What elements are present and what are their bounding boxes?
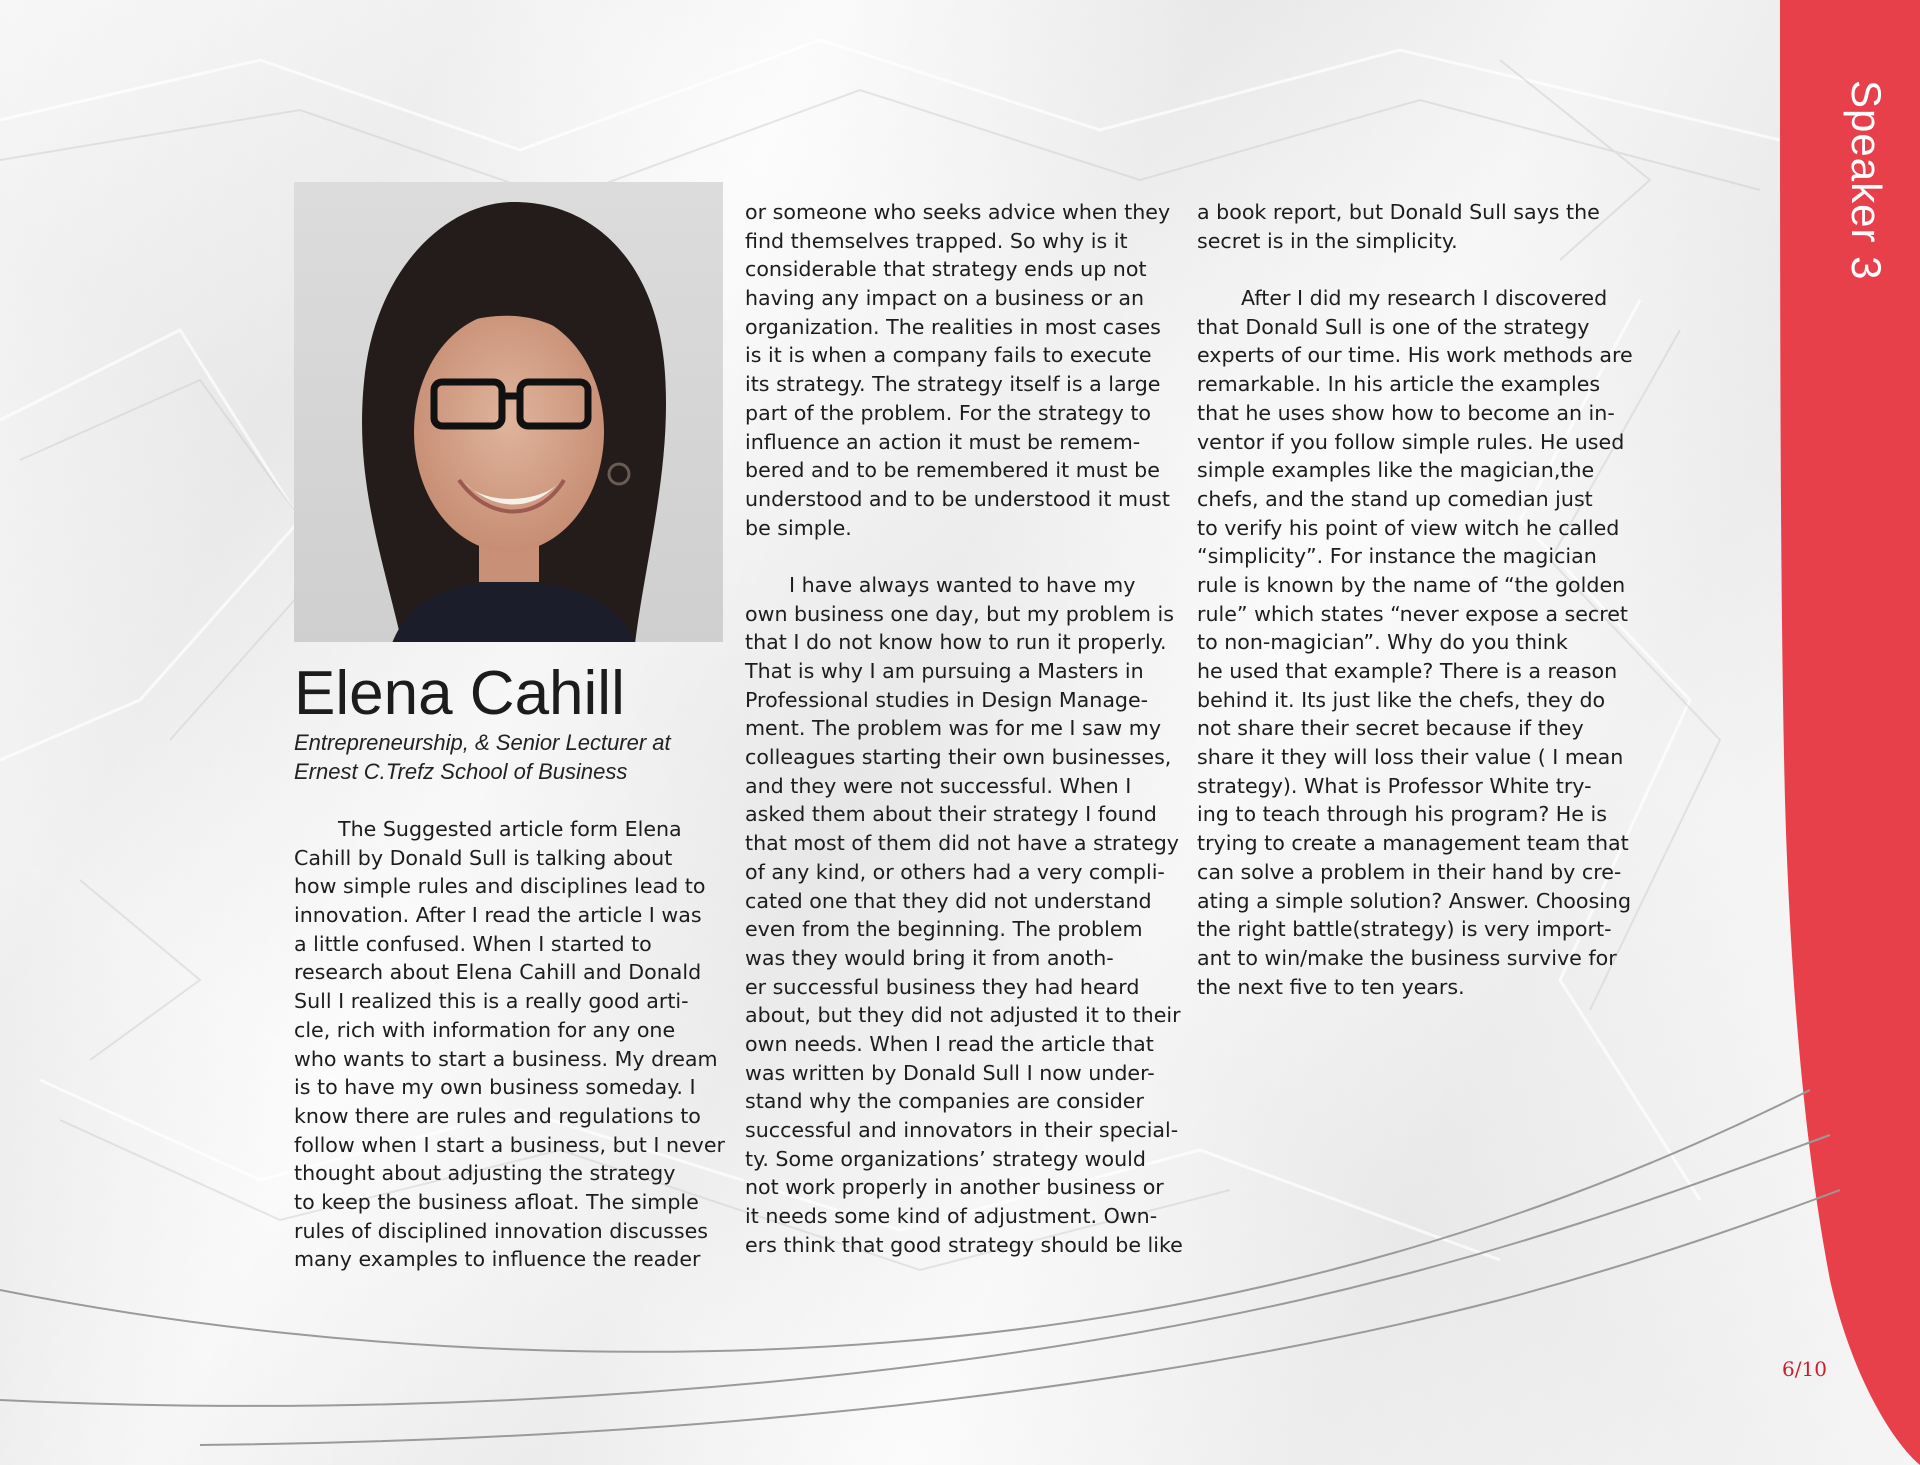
speaker-portrait [294,182,723,642]
article-line: that Donald Sull is one of the strategy [1197,314,1590,339]
article-line: chefs, and the stand up comedian just [1197,486,1593,511]
article-line: can solve a problem in their hand by cre- [1197,859,1622,884]
article-line: follow when I start a business, but I never [294,1132,726,1157]
article-line: how simple rules and disciplines lead to [294,874,706,899]
article-line: I have always wanted to have my [789,572,1136,597]
article-line: understood and to be understood it must [745,486,1170,511]
article-line: rule” which states “never expose a secret [1197,601,1629,626]
article-line: ant to win/make the business survive for [1197,945,1617,970]
article-line: considerable that strategy ends up not [745,257,1147,282]
article-line: innovation. After I read the article I was [294,903,702,928]
article-line: share it they will loss their value ( I mean [1197,745,1624,770]
article-line: to keep the business afloat. The simple [294,1189,699,1214]
article-line: not work properly in another business or [745,1175,1164,1200]
article-line: is to have my own business someday. I [294,1075,696,1100]
article-line: not share their secret because if they [1197,716,1584,741]
article-line: ty. Some organizations’ strategy would [745,1146,1146,1171]
article-line: was they would bring it from anoth- [745,945,1114,970]
article-line: the right battle(strategy) is very import- [1197,917,1612,942]
article-line: The Suggested article form Elena [338,817,682,841]
article-line: strategy). What is Professor White try- [1197,773,1592,798]
article-line: it needs some kind of adjustment. Own- [745,1204,1158,1229]
article-line: ment. The problem was for me I saw my [745,716,1162,741]
subtitle-line: Entrepreneurship, & Senior Lecturer at [294,730,671,755]
article-line: know there are rules and regulations to [294,1103,701,1128]
article-line: behind it. Its just like the chefs, they do [1197,687,1606,712]
article-line: rules of disciplined innovation discusses [294,1218,708,1243]
article-line: Sull I realized this is a really good arti- [294,989,689,1014]
article-line: to non-magician”. Why do you think [1197,630,1568,655]
article-line: that most of them did not have a strategy [745,831,1179,856]
article-line: Cahill by Donald Sull is talking about [294,845,673,870]
article-line: about, but they did not adjusted it to their [745,1003,1181,1028]
article-line: experts of our time. His work methods are [1197,343,1633,368]
article-line: thought about adjusting the strategy [294,1161,676,1186]
article-line: and they were not successful. When I [745,773,1132,798]
article-line: That is why I am pursuing a Masters in [745,659,1144,683]
article-line: a little confused. When I started to [294,931,652,956]
speaker-subtitle [294,728,744,786]
article-line: bered and to be remembered it must be [745,458,1160,483]
article-column-3 [1197,198,1637,1001]
paragraph-gap [1197,255,1637,284]
article-line: stand why the companies are consider [745,1089,1144,1114]
article-line: organization. The realities in most cases [745,314,1161,339]
article-column-1 [294,815,734,1274]
article-line: part of the problem. For the strategy to [745,400,1152,425]
article-line: even from the beginning. The problem [745,917,1143,942]
article-line: er successful business they had heard [745,974,1140,999]
article-line: cle, rich with information for any one [294,1017,676,1042]
article-line: cated one that they did not understand [745,888,1152,913]
article-line: simple examples like the magician,the [1197,458,1595,483]
article-line: asked them about their strategy I found [745,802,1157,827]
article-line: own business one day, but my problem is [745,601,1174,626]
article-line: a book report, but Donald Sull says the [1197,200,1600,224]
article-line: of any kind, or others had a very compli- [745,859,1165,884]
speaker-section-label: Speaker 3 [1843,80,1890,281]
article-line: influence an action it must be remem- [745,429,1141,454]
article-line: is it is when a company fails to execute [745,343,1152,368]
article-line: to verify his point of view witch he called [1197,515,1620,540]
subtitle-line: Ernest C.Trefz School of Business [294,759,628,784]
article-line: trying to create a management team that [1197,831,1629,856]
article-line: ing to teach through his program? He is [1197,802,1607,827]
article-line: rule is known by the name of “the golden [1197,572,1626,597]
article-line: or someone who seeks advice when they [745,200,1171,224]
article-line: remarkable. In his article the examples [1197,372,1601,397]
article-line: “simplicity”. For instance the magician [1197,544,1597,569]
article-line: who wants to start a business. My dream [294,1046,718,1071]
article-line: find themselves trapped. So why is it [745,228,1128,253]
paragraph-gap [745,542,1185,571]
article-line: that he uses show how to become an in- [1197,400,1615,425]
article-line: ers think that good strategy should be like [745,1232,1183,1257]
article-line: the next five to ten years. [1197,974,1465,999]
article-line: Professional studies in Design Manage- [745,687,1149,712]
speaker-photo [294,182,723,642]
article-line: ventor if you follow simple rules. He used [1197,429,1625,454]
article-line: that I do not know how to run it properly. [745,630,1167,655]
article-line: was written by Donald Sull I now under- [745,1060,1155,1085]
article-line: be simple. [745,515,852,540]
article-line: many examples to influence the reader [294,1247,701,1272]
article-line: After I did my research I discovered [1241,286,1608,311]
article-line: research about Elena Cahill and Donald [294,960,702,985]
article-line: colleagues starting their own businesses, [745,745,1172,770]
article-line: secret is in the simplicity. [1197,228,1458,253]
article-line: he used that example? There is a reason [1197,659,1618,683]
article-line: successful and innovators in their special- [745,1118,1179,1142]
speaker-name: Elena Cahill [294,659,625,728]
article-line: having any impact on a business or an [745,286,1145,311]
article-line: ating a simple solution? Answer. Choosing [1197,888,1632,913]
article-column-2 [745,198,1185,1259]
side-label [1750,80,1920,380]
article-line: its strategy. The strategy itself is a large [745,372,1161,397]
page-number: 6/10 [1782,1357,1827,1381]
article-line: own needs. When I read the article that [745,1031,1154,1056]
